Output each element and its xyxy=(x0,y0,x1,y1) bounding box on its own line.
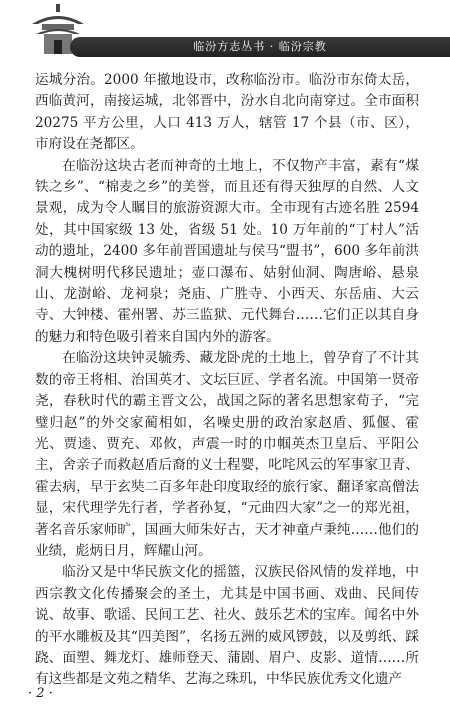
page-number: · 2 · xyxy=(28,686,53,701)
paragraph: 临汾又是中华民族文化的摇篮，汉族民俗风情的发祥地，中西宗教文化传播聚会的圣土，尤其是中国书画、戏曲、民间传说、故事、歌谣、民间工艺、社火、鼓乐艺术的宝库。闻名中外的平水雕板及其“四美图”，名扬五洲的威风锣鼓，以及剪纸、踩跷、面塑、舞龙灯、雄师登天、蒲剧、眉户、皮影、道情……所有这些都是文苑之精华、艺海之珠玑，中华民族优秀文化遗产 xyxy=(35,564,419,688)
running-header xyxy=(0,0,450,64)
header-title: 临汾方志丛书 · 临汾宗教 xyxy=(193,40,327,53)
body-text xyxy=(35,70,419,691)
paragraph: 在临汾这块古老而神奇的土地上，不仅物产丰富，素有“煤铁之乡”、“棉麦之乡”的美誉，而且还有得天独厚的自然、人文景观，成为令人瞩目的旅游资源大市。全市现有古迹名胜 2594 处，其中国家级 13 处，省级 51 处。10 万年前的“丁村人”活动的遗址，2400 多年前晋国遗址与侯马“盟书”，600 多年前洪洞大槐树明代移民遗址；壶口瀑布、姑射仙洞、陶唐峪、悬泉山、龙澍峪、龙祠泉；尧庙、广胜寺、小西天、东岳庙、大云寺、大钟楼、霍州署、苏三监狱、元代舞台……它们正以其自身的魅力和特色吸引着来自国内外的游客。 xyxy=(35,157,419,345)
header-band xyxy=(70,37,450,57)
paragraph: 在临汾这块钟灵毓秀、藏龙卧虎的土地上，曾孕育了不计其数的帝王将相、治国英才、文坛巨匠、学者名流。中国第一贤帝尧，春秋时代的霸主晋文公，战国之际的著名思想家荀子，“完璧归赵”的外交家蔺相如，名噪史册的政治家赵盾、狐偃、霍光、贾逵、贾充、邓攸，声震一时的巾帼英杰卫皇后、平阳公主，舍亲子而救赵盾后裔的义士程婴，叱咤风云的军事家卫青、霍去病，早于玄奘二百多年赴印度取经的旅行家、翻译家高僧法显，宋代理学先行者，学者孙复，“元曲四大家”之一的郑光祖，著名音乐家师旷，国画大师朱好古，天才神童卢秉纯……他们的业绩，彪炳日月，辉耀山河。 xyxy=(35,350,419,559)
paragraph: 运城分治。2000 年撤地设市，改称临汾市。临汾市东倚太岳，西临黄河，南接运城，北邻晋中，汾水自北向南穿过。全市面积20275 平方公里，人口 413 万人，辖管 17 个县（市、区），市府设在尧都区。 xyxy=(35,72,419,153)
